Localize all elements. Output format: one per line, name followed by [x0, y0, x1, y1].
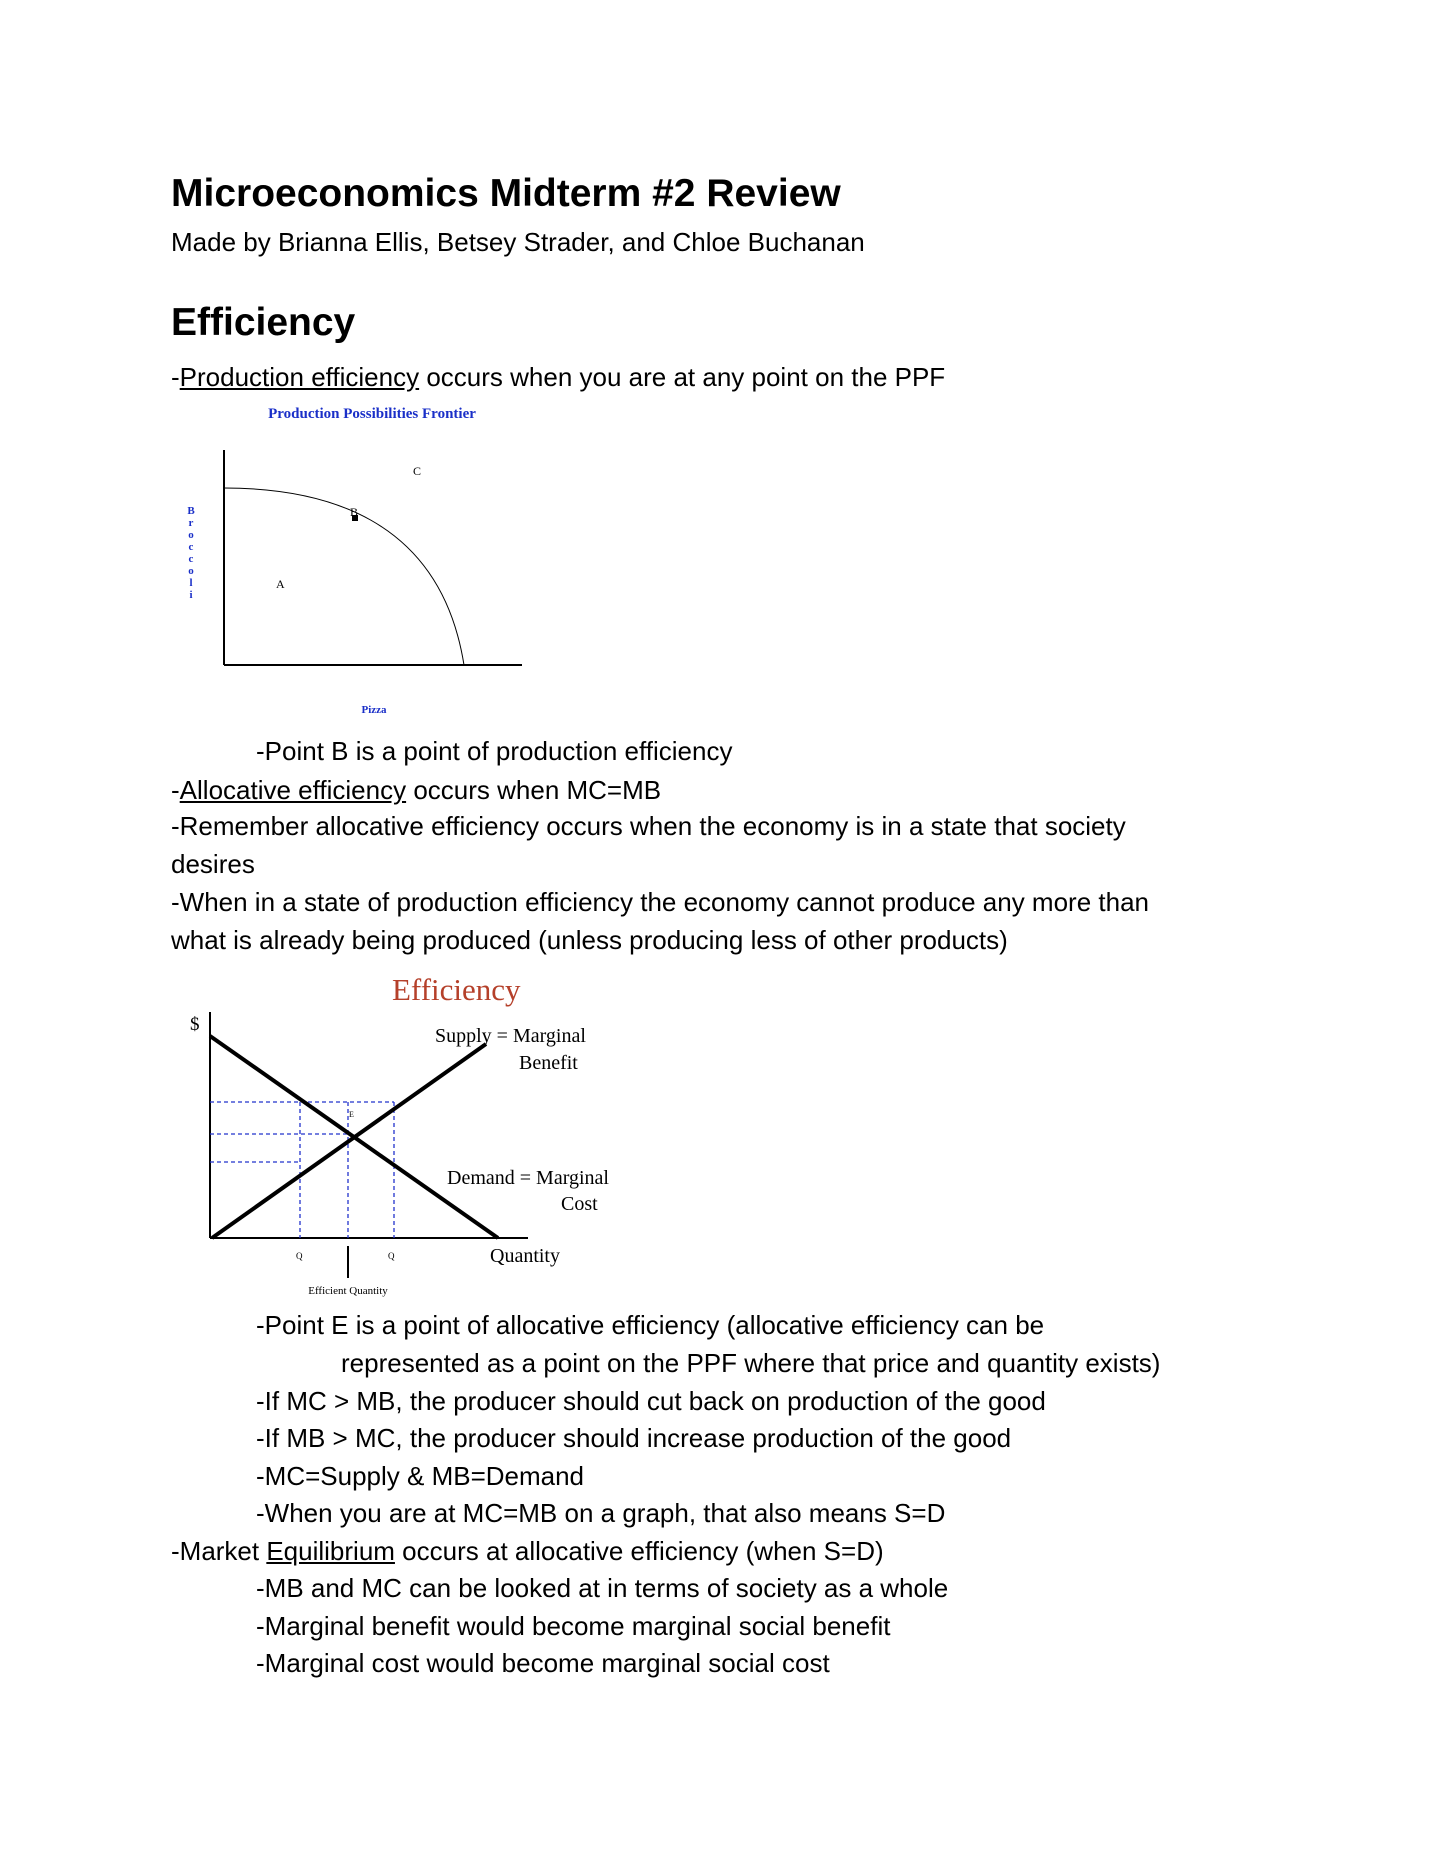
ppf-y-axis-label [187, 505, 195, 601]
bullet-mb-greater-mc: -If MB > MC, the producer should increase production of the good [256, 1423, 1012, 1453]
remember-paragraph-line-1: -Remember allocative efficiency occurs when the economy is in a state that society [171, 811, 1126, 841]
ppf-y-axis-letter: l [189, 577, 193, 589]
market-equilibrium-paragraph: -Market Equilibrium occurs at allocative efficiency (when S=D) [171, 1536, 884, 1566]
q2-label: Q [388, 1251, 395, 1261]
sub-bullet-society: -MB and MC can be looked at in terms of society as a whole [256, 1573, 949, 1603]
ppf-x-axis-label: Pizza [361, 704, 387, 716]
point-b-label: B [350, 505, 359, 519]
bullet-point-e: -Point E is a point of allocative efficiency (allocative efficiency can be [256, 1310, 1045, 1340]
ppf-title: Production Possibilities Frontier [268, 406, 476, 422]
sub-bullet-marginal-cost: -Marginal cost would become marginal social cost [256, 1648, 830, 1678]
supply-label-line-2: Benefit [519, 1052, 578, 1074]
bullet-mc-greater-mb: -If MC > MB, the producer should cut back on production of the good [256, 1386, 1046, 1416]
sub-bullet-marginal-benefit: -Marginal benefit would become marginal social benefit [256, 1611, 891, 1641]
demand-label-line-1: Demand = Marginal [447, 1167, 609, 1189]
bullet-mc-supply: -MC=Supply & MB=Demand [256, 1461, 585, 1491]
efficiency-diagram [180, 960, 660, 1300]
supply-label-line-1: Supply = Marginal [435, 1025, 586, 1047]
remember-paragraph-line-2: desires [171, 849, 255, 879]
ppf-y-axis-letter: r [188, 517, 194, 529]
efficient-quantity-label: Efficient Quantity [308, 1285, 388, 1297]
ppf-y-axis-letter: o [188, 565, 194, 577]
equilibrium-term: Equilibrium [266, 1536, 395, 1566]
document-title: Microeconomics Midterm #2 Review [171, 172, 841, 215]
production-state-paragraph-line-2: what is already being produced (unless producing less of other products) [171, 925, 1008, 955]
allocative-efficiency-term: Allocative efficiency [179, 775, 407, 805]
point-b-note: -Point B is a point of production efficiency [256, 736, 733, 766]
section-heading: Efficiency [171, 301, 356, 344]
point-a-label: A [276, 577, 285, 591]
bullet-point-e-continued: represented as a point on the PPF where that price and quantity exists) [341, 1348, 1161, 1378]
point-e-label: E [349, 1110, 354, 1119]
dollar-axis-label: $ [190, 1014, 200, 1035]
ppf-curve [224, 488, 464, 665]
point-c-label: C [413, 464, 422, 478]
efficiency-diagram-title: Efficiency [392, 972, 521, 1007]
ppf-y-axis-letter: B [187, 505, 195, 517]
production-efficiency-paragraph: -Production efficiency occurs when you are at any point on the PPF [171, 362, 946, 392]
demand-label-line-2: Cost [561, 1193, 598, 1215]
production-state-paragraph-line-1: -When in a state of production efficiency the economy cannot produce any more than [171, 887, 1149, 917]
ppf-diagram [170, 395, 550, 725]
ppf-y-axis-letter: o [188, 529, 194, 541]
bullet-s-equals-d: -When you are at MC=MB on a graph, that also means S=D [256, 1498, 946, 1528]
production-efficiency-term: Production efficiency [179, 362, 420, 392]
authors-line: Made by Brianna Ellis, Betsey Strader, and Chloe Buchanan [171, 227, 865, 257]
quantity-axis-label: Quantity [490, 1245, 560, 1267]
ppf-y-axis-letter: c [188, 541, 194, 553]
ppf-y-axis-letter: c [188, 553, 194, 565]
q1-label: Q [296, 1251, 303, 1261]
ppf-y-axis-letter: i [189, 589, 193, 601]
supply-marginal-benefit-curve [212, 1044, 486, 1238]
allocative-efficiency-paragraph: -Allocative efficiency occurs when MC=MB [171, 775, 662, 805]
